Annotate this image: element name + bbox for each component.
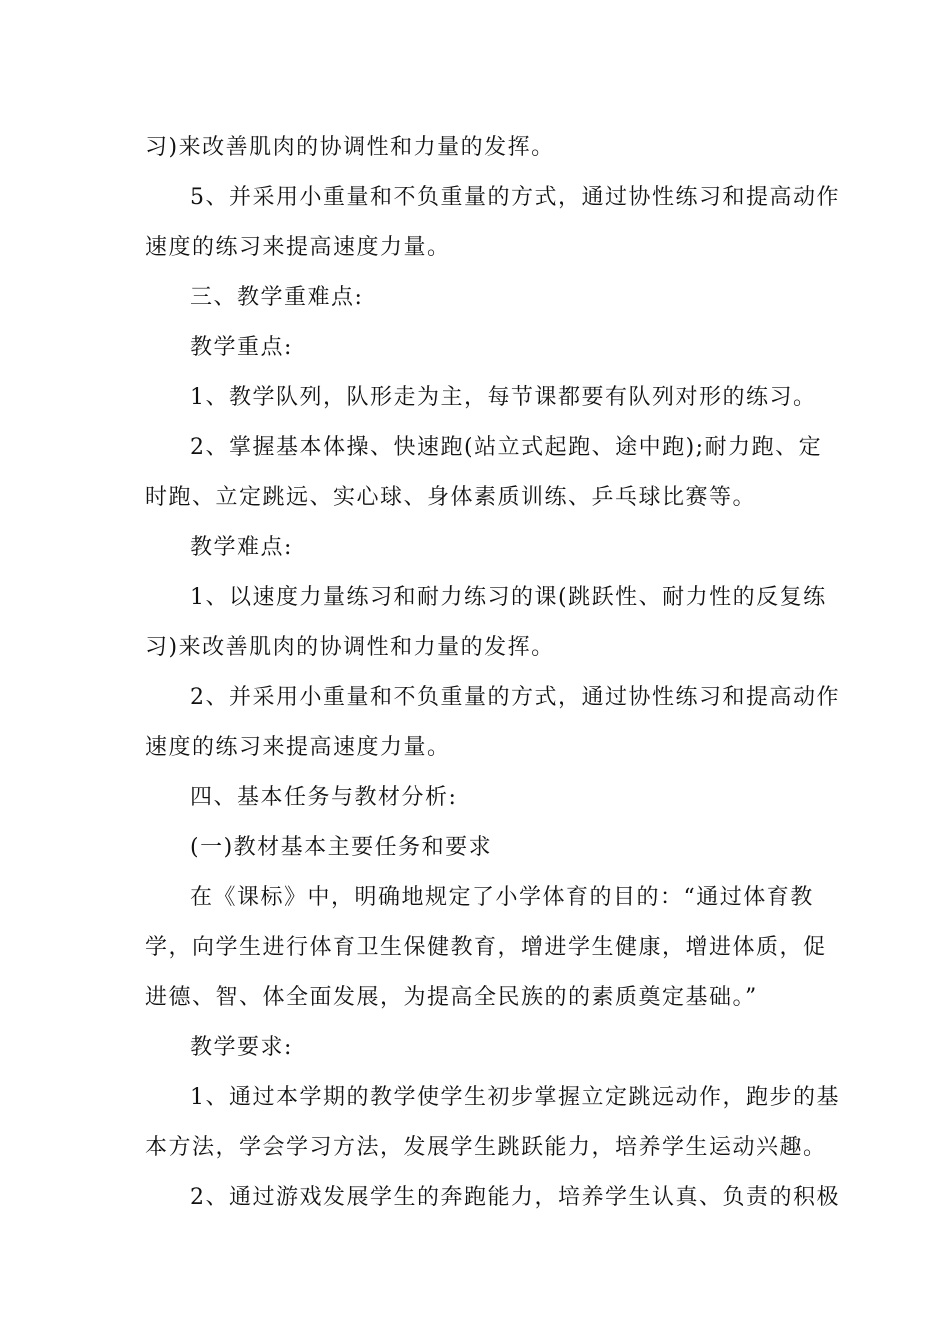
paragraph-line: 习)来改善肌肉的协调性和力量的发挥。: [145, 135, 555, 160]
paragraph-line: 1、以速度力量练习和耐力练习的课(跳跃性、耐力性的反复练: [190, 585, 827, 610]
paragraph-line: 速度的练习来提高速度力量。: [145, 735, 451, 760]
subheading: 教学难点:: [190, 535, 293, 560]
section-heading: 三、教学重难点:: [190, 285, 364, 310]
subheading: 教学重点:: [190, 335, 293, 360]
paragraph-line: 2、并采用小重量和不负重量的方式，通过协性练习和提高动作: [190, 685, 840, 710]
paragraph-line: 习)来改善肌肉的协调性和力量的发挥。: [145, 635, 555, 660]
paragraph-line: 2、掌握基本体操、快速跑(站立式起跑、途中跑);耐力跑、定: [190, 435, 823, 460]
section-heading: 四、基本任务与教材分析:: [190, 785, 458, 810]
paragraph-line: 本方法，学会学习方法，发展学生跳跃能力，培养学生运动兴趣。: [145, 1135, 827, 1160]
paragraph-line: 速度的练习来提高速度力量。: [145, 235, 451, 260]
paragraph-line: 进德、智、体全面发展，为提高全民族的的素质奠定基础。”: [145, 985, 758, 1010]
paragraph-line: 学，向学生进行体育卫生保健教育，增进学生健康，增进体质，促: [145, 935, 827, 960]
paragraph-line: 1、通过本学期的教学使学生初步掌握立定跳远动作，跑步的基: [190, 1085, 840, 1110]
paragraph-line: 1、教学队列，队形走为主，每节课都要有队列对形的练习。: [190, 385, 817, 410]
subheading: (一)教材基本主要任务和要求: [190, 835, 493, 860]
paragraph-line: 在《课标》中，明确地规定了小学体育的目的：“通过体育教: [190, 885, 814, 910]
paragraph-line: 时跑、立定跳远、实心球、身体素质训练、乒乓球比赛等。: [145, 485, 757, 510]
subheading: 教学要求:: [190, 1035, 293, 1060]
paragraph-line: 2、通过游戏发展学生的奔跑能力，培养学生认真、负责的积极: [190, 1185, 840, 1210]
paragraph-line: 5、并采用小重量和不负重量的方式，通过协性练习和提高动作: [190, 185, 840, 210]
